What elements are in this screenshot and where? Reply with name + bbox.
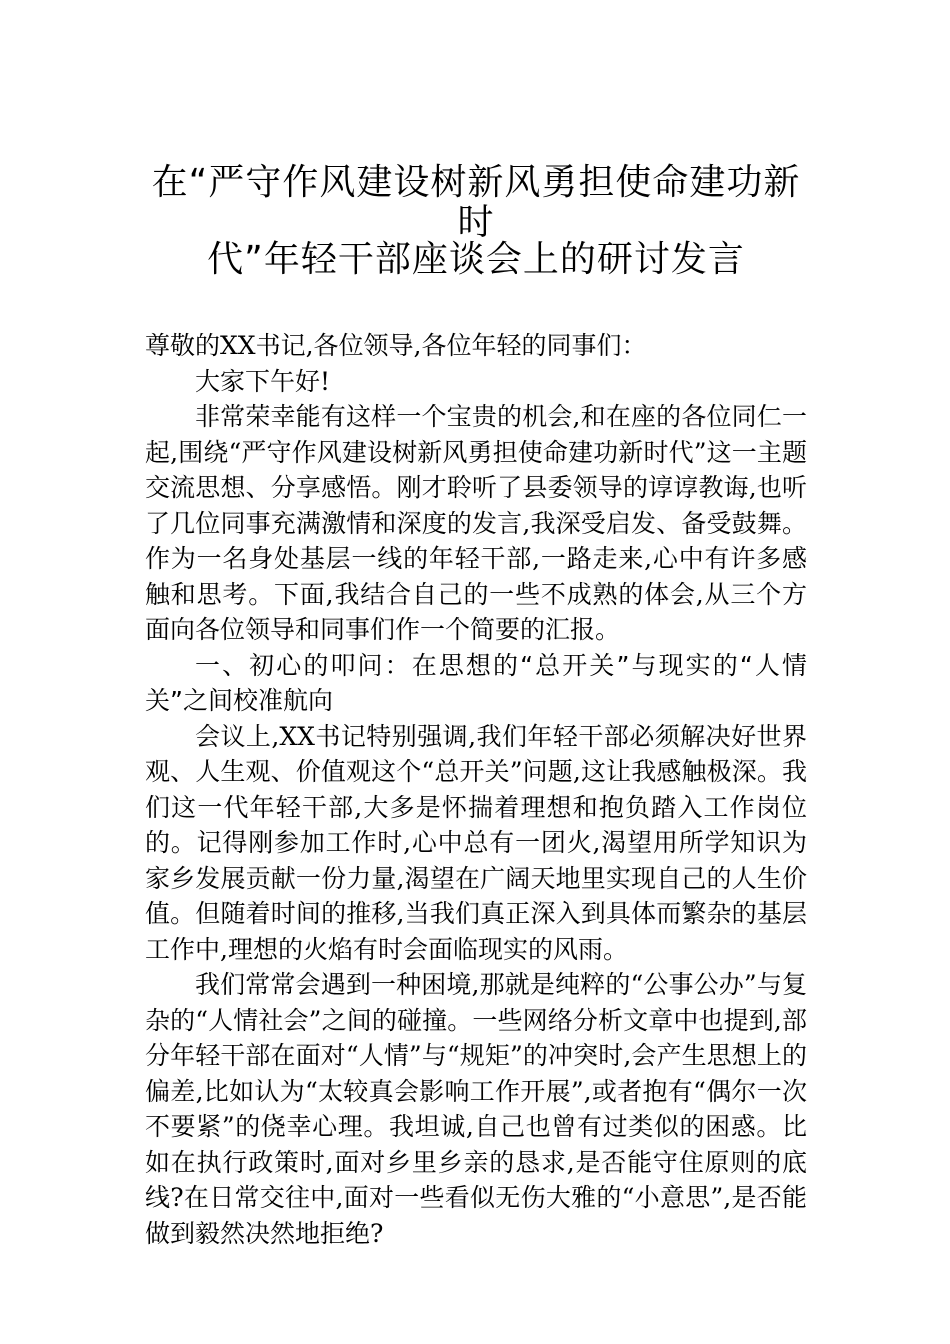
intro-paragraph: 非常荣幸能有这样一个宝贵的机会,和在座的各位同仁一起,围绕“严守作风建设树新风勇担使命建功新时代”这一主题交流思想、分享感悟。刚才聆听了县委领导的谆谆教诲,也听了几位同事充满激情和深度的发言,我深受启发、备受鼓舞。作为一名身处基层一线的年轻干部,一路走来,心中有许多感触和思考。下面,我结合自己的一些不成熟的体会,从三个方面向各位领导和同事们作一个简要的汇报。 — [145, 402, 807, 644]
salutation: 尊敬的XX书记,各位领导,各位年轻的同事们： — [145, 331, 647, 360]
body-paragraph-2: 我们常常会遇到一种困境,那就是纯粹的“公事公办”与复杂的“人情社会”之间的碰撞。一些网络分析文章中也提到,部分年轻干部在面对“人情”与“规矩”的冲突时,会产生思想上的偏差,比如认为“太较真会影响工作开展”,或者抱有“偶尔一次不要紧”的侥幸心理。我坦诚,自己也曾有过类似的困惑。比如在执行政策时,面对乡里乡亲的恳求,是否能守住原则的底线?在日常交往中,面对一些看似无伤大雅的“小意思”,是否能做到毅然决然地拒绝? — [145, 970, 807, 1248]
page-title-line-2: 代”年轻干部座谈会上的研讨发言 — [207, 239, 745, 280]
body-paragraph-1: 会议上,XX书记特别强调,我们年轻干部必须解决好世界观、人生观、价值观这个“总开关”问题,这让我感触极深。我们这一代年轻干部,大多是怀揣着理想和抱负踏入工作岗位的。记得刚参加工作时,心中总有一团火,渴望用所学知识为家乡发展贡献一份力量,渴望在广阔天地里实现自己的人生价值。但随着时间的推移,当我们真正深入到具体而繁杂的基层工作中,理想的火焰有时会面临现实的风雨。 — [145, 721, 807, 964]
greeting: 大家下午好! — [195, 366, 331, 396]
page-title-line-1: 在“严守作风建设树新风勇担使命建功新时 — [151, 162, 801, 243]
section-heading-1: 一、初心的叩问：在思想的“总开关”与现实的“人情关”之间校准航向 — [145, 650, 807, 715]
document-body — [145, 328, 807, 1251]
